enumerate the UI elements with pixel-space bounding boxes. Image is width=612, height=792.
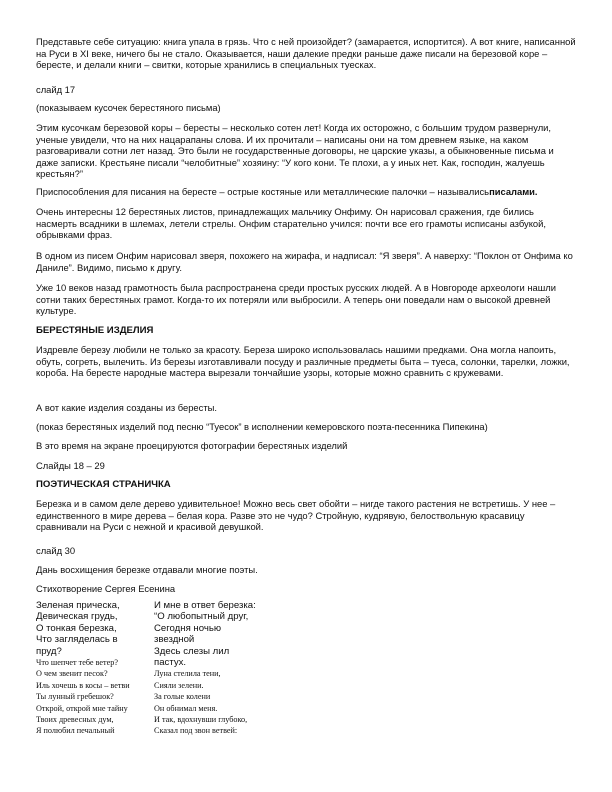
poem-left-line: пруд? [36,645,62,657]
poem-line [36,714,296,725]
poem-right-line: пастух. [154,656,187,668]
poem-left-line: О тонкая березка, [36,622,117,634]
poem-left-line: Девическая грудь, [36,611,118,623]
slides-18-29-label: Слайды 18 – 29 [36,460,105,471]
poem-right-line: “О любопытный друг, [154,611,249,623]
paragraph-crafts-intro: А вот какие изделия созданы из бересты. [36,402,217,413]
paragraph-literacy: Уже 10 веков назад грамотность была распространена среди простых русских людей. А в Новгороде археологи нашли сотни таких берестяных грамот. Когда-то их потеряли или выбросили. А теперь они поведали нам о высокой древней культуре. [36,282,557,317]
slide-30-label: слайд 30 [36,545,76,556]
poem-line [36,646,296,657]
poem-left-line: Ты лунный гребешок? [36,692,114,702]
paragraph-birch-wonder: Березка и в самом деле дерево удивительное! Можно весь свет обойти – нигде такого растения не встретишь. У нее – единственного в мире дерева – белая кора. Разве это не чудо? Стройную, кудрявую, белоствольную красавицу сравнивали на Руси с нежной и красивой девушкой. [36,498,556,533]
writing-tools-term: писалами. [489,186,538,197]
poem-left-line: Иль хочешь в косы – ветви [36,680,130,690]
poem-line [36,691,296,702]
poem-left-line: Твоих древесных дум, [36,714,114,724]
paragraph-birch-uses: Издревле березу любили не только за красоту. Береза широко использовалась нашими предками. Она могла напоить, обуть, согреть, вылечить. Из березы изготавливали посуду и различные предметы быта – туеса, солонки, тарелки, ложки, короба. На бересте народные мастера вырезали тончайшие узоры, которые можно сравнить с кружевами. [36,344,570,379]
writing-tools-text: Приспособления для писания на бересте – острые костяные или металлические палочки – назывались [36,186,490,197]
poem-left-line: Я полюбил печальный [36,726,115,736]
poem-right-line: За голые колени [154,692,211,702]
poem-right-line: Сияли зелени. [154,680,204,690]
poem-line [36,600,296,611]
poem-left-line: Зеленая прическа, [36,600,120,611]
paragraph-birchbark-history: Этим кусочкам березовой коры – бересты – несколько сотен лет! Когда их осторожно, с большим трудом развернули, ученые увидели, что на них нацарапаны слова. И их прочитали – написаны они на том древнем языке, на каком разговаривали сотни лет назад. Это были не государственные договоры, не царские указы, а обыкновенные письма и даже записки. Крестьяне писали “челобитные” хозяину: “У кого кони. Те плохи, а у иных нет. Как, господин, жалуешь крестьян?” [36,122,554,180]
paragraph-writing-tools [36,186,576,198]
poem-right-line: Луна стелила тени, [154,669,221,679]
poem-right-line: Здесь слезы лил [154,645,230,657]
heading-poetry-page: ПОЭТИЧЕСКАЯ СТРАНИЧКА [36,479,171,490]
poem-line [36,725,296,736]
heading-birchbark-crafts: БЕРЕСТЯНЫЕ ИЗДЕЛИЯ [36,325,154,336]
birchbark-letter-note: (показываем кусочек берестяного письма) [36,102,221,113]
poem-line [36,680,296,691]
paragraph-song-note: (показ берестяных изделий под песню “Туесок” в исполнении кемеровского поэта-песенника Пипекина) [36,421,488,432]
paragraph-intro: Представьте себе ситуацию: книга упала в грязь. Что с ней произойдет? (замарается, испортится). А вот книге, написанной на Руси в XI веке, ничего бы не стало. Оказывается, наши далекие предки раньше даже писали на березовой коре – бересте, и делали книги – свитки, которые хранились в специальных туесках. [36,36,576,71]
poem-left-line: Что загляделась в [36,634,118,646]
poem-left-line: Что шепчет тебе ветер? [36,657,118,667]
esenin-poem [36,600,296,737]
poem-line [36,623,296,634]
poem-line [36,634,296,645]
poem-right-line: звездной [154,634,195,646]
poem-left-line: О чем звенит песок? [36,669,108,679]
slide-17-label: слайд 17 [36,84,76,95]
poem-right-line: И так, вдохнувши глубоко, [154,714,248,724]
poem-line [36,703,296,714]
paragraph-poets-tribute: Дань восхищения березке отдавали многие поэты. [36,564,258,575]
poem-right-line: И мне в ответ березка: [154,600,256,611]
poem-title: Стихотворение Сергея Есенина [36,583,176,594]
poem-right-line: Сказал под звон ветвей: [154,726,238,736]
poem-right-line: Он обнимал меня. [154,703,218,713]
paragraph-photos-note: В это время на экране проецируются фотографии берестяных изделий [36,440,348,451]
poem-right-line: Сегодня ночью [154,622,222,634]
poem-line [36,657,296,668]
poem-left-line: Открой, открой мне тайну [36,703,128,713]
poem-line [36,611,296,622]
paragraph-onfim-letter: В одном из писем Онфим нарисовал зверя, похожего на жирафа, и надписал: “Я зверя”. А наверху: “Поклон от Онфима ко Даниле”. Видимо, письмо к другу. [36,250,573,273]
poem-line [36,668,296,679]
paragraph-onfim: Очень интересны 12 берестяных листов, принадлежащих мальчику Онфиму. Он нарисовал сражения, где бились насмерть всадники в шлемах, летели стрелы. Онфим старательно учился: почти все его грамоты исписаны азбукой, обрывками фраз. [36,206,546,241]
